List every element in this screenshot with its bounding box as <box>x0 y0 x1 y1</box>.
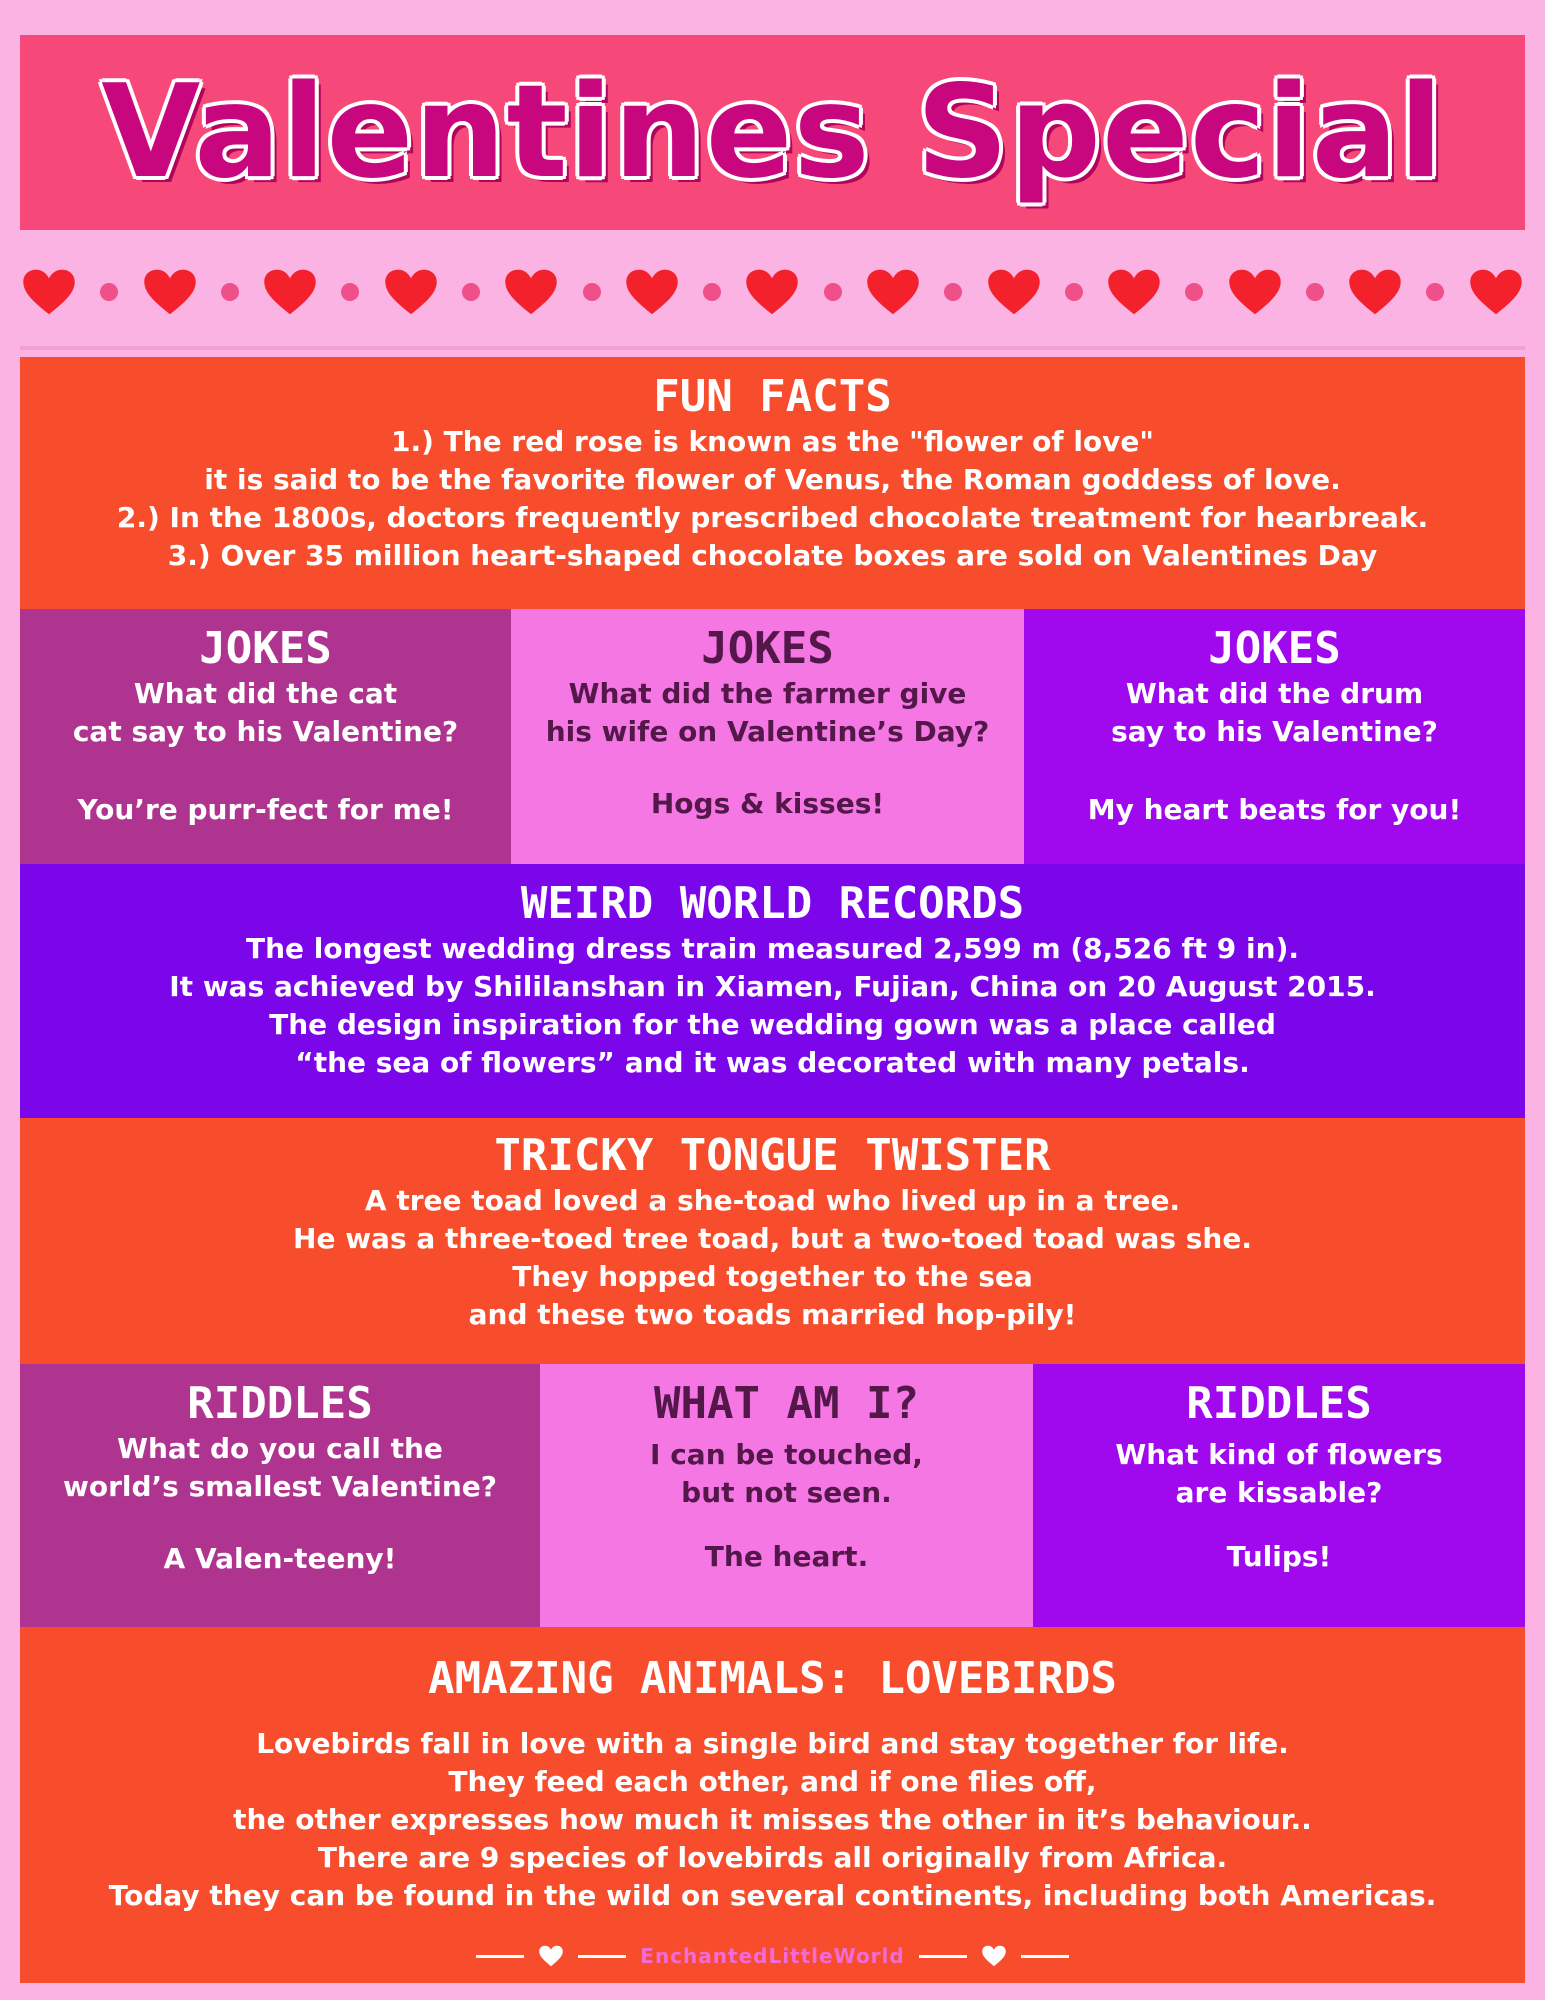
animal-fact-line: Lovebirds fall in love with a single bird and stay together for life. <box>256 1727 1289 1760</box>
world-records-section <box>20 864 1525 1118</box>
dot-icon <box>462 283 480 301</box>
animal-fact-line: There are 9 species of lovebirds all originally from Africa. <box>317 1841 1228 1874</box>
joke-question: What did the cat <box>133 677 398 710</box>
tongue-twister-title: TRICKY TONGUE TWISTER <box>494 1130 1051 1181</box>
riddles-row <box>20 1364 1525 1627</box>
dot-icon <box>1065 283 1083 301</box>
joke-question: say to his Valentine? <box>1111 715 1438 748</box>
joke-card-cat <box>20 609 511 864</box>
heart-icon <box>1226 268 1284 316</box>
heart-icon <box>981 1945 1007 1967</box>
riddle-question: What kind of flowers <box>1115 1438 1443 1471</box>
title-banner <box>20 35 1525 230</box>
twister-line: He was a three-toed tree toad, but a two-toed toad was she. <box>293 1222 1252 1255</box>
joke-question: his wife on Valentine’s Day? <box>545 715 990 748</box>
dot-icon <box>824 283 842 301</box>
heart-icon <box>261 268 319 316</box>
page-title: Valentines Special <box>101 58 1444 207</box>
what-am-i-card <box>540 1364 1033 1627</box>
divider-line <box>20 346 1525 350</box>
heart-icon <box>20 268 78 316</box>
fun-fact-line: 2.) In the 1800s, doctors frequently prescribed chocolate treatment for hearbreak. <box>116 501 1429 534</box>
riddle-title: RIDDLES <box>187 1378 373 1429</box>
animal-fact-line: They feed each other, and if one flies off, <box>448 1765 1097 1798</box>
twister-line: A tree toad loved a she-toad who lived up in a tree. <box>364 1184 1181 1217</box>
joke-title: JOKES <box>1208 623 1341 674</box>
riddle-question: What do you call the <box>117 1432 443 1465</box>
heart-icon <box>743 268 801 316</box>
heart-icon <box>382 268 440 316</box>
fun-fact-line: 1.) The red rose is known as the "flower of love" <box>390 425 1154 458</box>
heart-icon <box>1346 268 1404 316</box>
record-line: The design inspiration for the wedding gown was a place called <box>269 1008 1276 1041</box>
riddle-answer: A Valen-teeny! <box>163 1542 397 1575</box>
amazing-animals-title: AMAZING ANIMALS: LOVEBIRDS <box>428 1653 1117 1704</box>
joke-title: JOKES <box>199 623 332 674</box>
heart-icon <box>1467 268 1525 316</box>
jokes-row <box>20 609 1525 864</box>
footer-line <box>476 1955 524 1958</box>
heart-icon <box>141 268 199 316</box>
dot-icon <box>583 283 601 301</box>
dot-icon <box>1185 283 1203 301</box>
tongue-twister-section <box>20 1118 1525 1364</box>
footer-line <box>1021 1955 1069 1958</box>
dot-icon <box>703 283 721 301</box>
heart-icon <box>985 268 1043 316</box>
heart-icon <box>623 268 681 316</box>
fun-fact-line: 3.) Over 35 million heart-shaped chocolate boxes are sold on Valentines Day <box>167 539 1378 572</box>
twister-line: They hopped together to the sea <box>512 1260 1033 1293</box>
riddle-title: RIDDLES <box>1186 1378 1372 1429</box>
riddle-title: WHAT AM I? <box>654 1378 919 1429</box>
riddle-card-smallest <box>20 1364 540 1627</box>
record-line: The longest wedding dress train measured 2,599 m (8,526 ft 9 in). <box>245 932 1300 965</box>
riddle-question: are kissable? <box>1175 1476 1383 1509</box>
world-records-title: WEIRD WORLD RECORDS <box>520 878 1025 929</box>
twister-line: and these two toads married hop-pily! <box>468 1298 1077 1331</box>
footer-line <box>578 1955 626 1958</box>
dot-icon <box>341 283 359 301</box>
heart-icon <box>538 1945 564 1967</box>
fun-facts-title: FUN FACTS <box>653 371 892 422</box>
record-line: “the sea of flowers” and it was decorated with many petals. <box>295 1046 1250 1079</box>
joke-answer: You’re purr-fect for me! <box>77 793 454 826</box>
credit-text: EnchantedLittleWorld <box>640 1944 905 1968</box>
heart-icon <box>864 268 922 316</box>
joke-answer: Hogs & kisses! <box>650 787 885 820</box>
dot-icon <box>1306 283 1324 301</box>
joke-title: JOKES <box>701 623 834 674</box>
riddle-question: world’s smallest Valentine? <box>62 1470 498 1503</box>
dot-icon <box>100 283 118 301</box>
joke-question: What did the farmer give <box>568 677 967 710</box>
joke-question: What did the drum <box>1125 677 1424 710</box>
footer-credit <box>20 1938 1525 1974</box>
riddle-question: but not seen. <box>681 1476 892 1509</box>
riddle-answer: Tulips! <box>1226 1540 1332 1573</box>
riddle-answer: The heart. <box>704 1540 869 1573</box>
joke-card-farmer <box>511 609 1024 864</box>
joke-card-drum <box>1024 609 1525 864</box>
amazing-animals-section <box>20 1627 1525 1983</box>
animal-fact-line: the other expresses how much it misses the other in it’s behaviour.. <box>233 1803 1312 1836</box>
riddle-card-flowers <box>1033 1364 1525 1627</box>
dot-icon <box>221 283 239 301</box>
heart-icon <box>1105 268 1163 316</box>
riddle-question: I can be touched, <box>650 1438 923 1471</box>
joke-question: cat say to his Valentine? <box>72 715 459 748</box>
footer-line <box>919 1955 967 1958</box>
hearts-divider <box>20 262 1525 322</box>
animal-fact-line: Today they can be found in the wild on several continents, including both Americas. <box>108 1879 1437 1912</box>
fun-fact-line: it is said to be the favorite flower of Venus, the Roman goddess of love. <box>204 463 1341 496</box>
record-line: It was achieved by Shililanshan in Xiamen, Fujian, China on 20 August 2015. <box>169 970 1376 1003</box>
dot-icon <box>944 283 962 301</box>
joke-answer: My heart beats for you! <box>1087 793 1462 826</box>
fun-facts-section <box>20 357 1525 609</box>
heart-icon <box>502 268 560 316</box>
dot-icon <box>1426 283 1444 301</box>
